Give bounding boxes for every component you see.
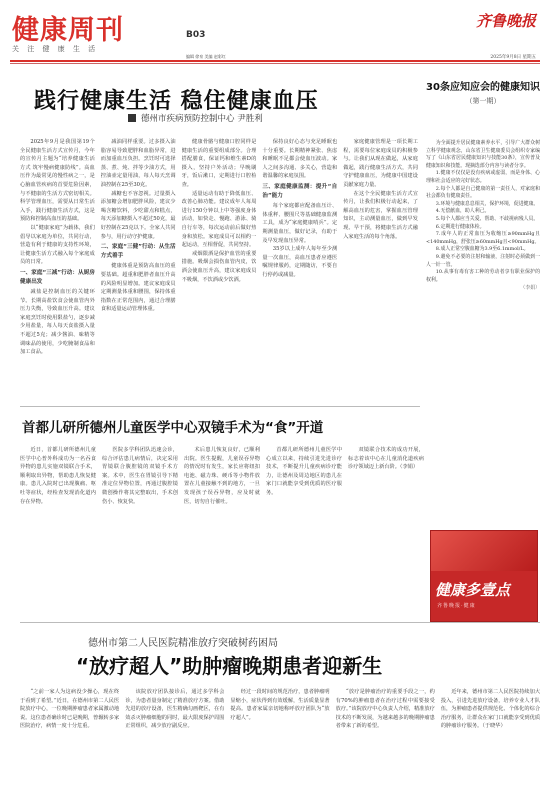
sidebar-subtitle: （第一期） — [465, 97, 501, 105]
lead-paragraph: 在这个全民健康生活方式宣传月，让我们积极行动起来，了解高血压的危害，掌握血压管理知识，主动测量血压，做到早发现、早干预，将健康生活方式融入家庭生活的每个角落。 — [343, 190, 418, 240]
masthead-rule-thin — [10, 63, 540, 64]
sidebar-credit: （李娟） — [520, 285, 540, 292]
lead-paragraph: 健康骨骼与健康口腔同样是健康生活的重要组成部分。合理搭配膳食，保证钙和维生素D的摄入，坚持户外活动；早晚刷牙，饭后漱口，定期进行口腔检查。 — [181, 139, 257, 188]
article3-headline: “放疗超人”助肿瘤晚期患者迎新生 — [76, 654, 383, 678]
article3-paragraph: “放疗是肿瘤治疗的重要手段之一，约有70%的肿瘤患者在治疗过程中需要接受放疗。”该院放疗中心负责人介绍，精准放疗技术的不断发展，为越来越多的晚期肿瘤患者带来了新的希望。 — [335, 689, 435, 730]
sidebar-paragraph: 1.健康不仅仅是没有疾病或虚弱，而是身体、心理和社会适应的完好状态。 — [426, 170, 540, 184]
section-divider — [20, 406, 420, 407]
article3-paragraph: 经过一段时间的规范治疗，患者肿瘤明显缩小，症状得到有效缓解，生活质量显著提高。患者家属亲切地称呼放疗团队为“放疗超人”。 — [230, 689, 330, 721]
sidebar-paragraph: 6.定期进行健康体检。 — [435, 223, 485, 230]
article3-column — [336, 688, 435, 803]
ad-subtitle: 齐鲁晚报·健康 — [437, 603, 476, 609]
ad-graphic — [431, 531, 538, 571]
article3-paragraph: 该院放疗团队接诊后，通过多学科会诊，为患者量身制定了精准放疗方案。借助先进的放疗设备，医生精确勾画靶区，在有效杀灭肿瘤细胞的同时，最大限度保护周围正常组织，减少放疗副反应。 — [125, 689, 225, 730]
ad-slogan: 健康多壹点 — [435, 581, 511, 599]
sidebar-body — [426, 140, 540, 284]
lead-paragraph: 以“健康家庭”为载体，我们倡导以家庭为单位，共同行动，营造有利于健康的支持性环境，让健康生活方式融入每个家庭成员的日常。 — [20, 224, 95, 266]
lead-paragraph: 2025年9月是我国第19个全民健康生活方式宣传月，今年的宣传月主题为“培养健康生活方式 筑牢慢病健康防线”。高血压作为最常见的慢性病之一，是心脑血管疾病的首要危险因素，与不健康的生活方式密切相关。科学管理血压，需要从日常生活入手，践行健康生活方式，这是预防和控制高血压的基础。 — [20, 139, 95, 223]
section-slogan: 关 注 健 康 生 活 — [12, 45, 99, 53]
article3-body — [20, 688, 540, 803]
sidebar-title: 30条应知应会的健康知识 — [426, 82, 540, 93]
lead-column-3 — [182, 138, 257, 400]
article2-column — [20, 446, 96, 606]
article3-column — [441, 688, 540, 803]
article2-column — [266, 446, 342, 606]
article3-column — [230, 688, 329, 803]
lead-headline: 践行健康生活 稳住健康血压 — [34, 89, 319, 114]
lead-column-4 — [262, 138, 337, 400]
lead-paragraph: 适量运动有助于降低血压、改善心肺功能。建议成年人每周进行150分钟以上中等强度身体活动，如快走、慢跑、游泳、骑自行车等，每次运动前后做好热身和放松。家庭成员可以相约一起运动，互相督促，共同坚持。 — [181, 190, 257, 249]
lead-paragraph: 减油同样重要。过多摄入油脂容易导致肥胖和血脂异常，进而加重血压负担。烹饪时可选择蒸、煮、炖、拌等少油方式，用控油壶定量用油，每人每天烹调油控制在25至30克。 — [100, 139, 176, 188]
sidebar-paragraph: 为全面提升居民健康素养水平，引导广大群众树立科学健康观念，山东省卫生健康委员会组织专家编写了《山东省居民健康知识与技能30条》，宣传普及健康知识和技能。现摘选部分内容与读者分享。 — [426, 140, 540, 169]
sidebar-paragraph: 4.无偿献血，助人利己。 — [435, 208, 490, 215]
lead-paragraph: 保持良好心态与充足睡眠也十分重要。长期精神紧张、焦虑和睡眠不足都会使血压波动。家人之间多沟通、多关心，营造和谐温馨的家庭氛围。 — [262, 139, 338, 180]
article2-headline: 首都儿研所德州儿童医学中心双镜手术为“食”开道 — [22, 420, 324, 436]
sidebar-paragraph: 5.每个人都应当关爱、帮助、不歧视病残人员。 — [435, 215, 539, 222]
article2-column — [184, 446, 260, 606]
article2-column — [102, 446, 178, 606]
sidebar-paragraph: 8.成人正常空腹血糖为3.9至6.1mmol/L。 — [435, 246, 529, 253]
article2-paragraph: 术后患儿恢复良好，已顺利出院。医生提醒，儿童误吞异物的情况时有发生，家长应将纽扣电池、磁力珠、硬币等小物件放置在儿童接触不到的地方，一旦发现孩子误吞异物，应及时就医，切勿自行催吐。 — [184, 447, 260, 505]
article3-paragraph: “之前一家人为这病没少操心，现在终于看到了希望。”近日，在德州市第二人民医院放疗中心，一位晚期肿瘤患者家属激动地说。这位患者确诊时已是晚期，曾辗转多家医院治疗，病情一度十分危重。 — [20, 689, 120, 730]
section-title: 健康周刊 — [12, 15, 124, 46]
masthead-rule — [10, 60, 540, 62]
lead-column-2 — [101, 138, 176, 400]
lead-body — [20, 138, 418, 400]
lead-paragraph: 戒烟限酒是保护血管的重要措施。吸烟会损伤血管内皮，饮酒会使血压升高，建议家庭成员不吸烟，不饮酒或少饮酒。 — [181, 250, 257, 283]
sidebar-paragraph: 10.从事有毒有害工种的劳动者享有职业保护的权利。 — [426, 269, 540, 283]
dateline: 2025年9月8日 星期五 — [490, 55, 536, 60]
knowledge-sidebar — [426, 78, 540, 406]
lead-column-1 — [20, 138, 95, 400]
article2-body — [20, 446, 424, 606]
page-number: B03 — [186, 30, 206, 40]
lead-paragraph: 每个家庭都应配备血压计、体重秤、腰围尺等基础健康监测工具，成为“家庭健康哨兵”。定期测量血压，做好记录，有助于及早发现血压异常。 — [262, 203, 338, 244]
article3-kicker: 德州市第二人民医院精准放疗突破树药困局 — [88, 638, 278, 649]
article2-column — [348, 446, 424, 606]
byline-square-icon — [128, 114, 136, 122]
lead-subhead: 一、家庭“三减”行动：从厨房健康出发 — [20, 269, 95, 285]
lead-subhead: 三、家庭健康监测：提升“自治”能力 — [262, 183, 338, 199]
lead-paragraph: 家庭健康管理是一项长期工程，需要每位家庭成员的积极参与。让我们从现在做起，从家庭做起，践行健康生活方式，共同守护健康血压，为健康中国建设贡献家庭力量。 — [343, 139, 418, 188]
lead-paragraph: 健康体重是预防高血压的重要基础。超重和肥胖者血压升高的风险明显增加。建议家庭成员定期测量体重和腰围，保持体重指数在正常范围内，通过合理膳食和适量运动管理体重。 — [100, 263, 176, 313]
sidebar-paragraph: 3.环境与健康息息相关，保护环境，促进健康。 — [435, 200, 539, 207]
article2-paragraph: 首都儿研所德州儿童医学中心成立以来，持续引进先进诊疗技术，不断提升儿童疾病诊疗能力，让德州及周边地区的患儿在家门口就能享受到优质的医疗服务。 — [266, 447, 342, 496]
sidebar-paragraph: 7.成年人的正常血压为收缩压≥90mmHg且<140mmHg，舒张压≥60mmHg且<90mmHg。 — [426, 231, 540, 245]
editors-credit: 编辑 徐泉 美编 赵彩红 — [186, 54, 226, 59]
article2-paragraph: 近日，首都儿研所德州儿童医学中心普外科成功为一名吞食异物的患儿实施双镜联合手术，顺利取出异物，帮助患儿恢复健康。患儿入院时已出现腹痛、呕吐等症状，经检查发现消化道内存在异物。 — [20, 447, 96, 505]
lead-subhead: 二、家庭“三健”行动：从生活方式着手 — [100, 244, 176, 259]
masthead — [10, 6, 540, 62]
ad-banner[interactable] — [430, 530, 538, 622]
lead-paragraph: 减糖也不容忽视。过量摄入添加糖会增加肥胖风险，建议少喝含糖饮料，少吃甜点和糕点，每天添加糖摄入不超过50克，最好控制在25克以下。全家人共同参与，用行动守护健康。 — [100, 190, 176, 240]
newspaper-logo: 齐鲁晚报 — [475, 12, 536, 30]
article3-column — [20, 688, 119, 803]
article2-paragraph: 双镜联合技术的成功开展，标志着该中心在儿童消化道疾病诊疗领域迈上新台阶。（李娟） — [348, 447, 424, 471]
article2-paragraph: 医院多学科团队迅速会诊，综合评估患儿病情后，决定采用胃镜联合腹腔镜的双镜手术方案。术中，医生在胃镜引导下精准定位异物位置，再通过腹腔镜微创操作将其完整取出，手术创伤小、恢复快。 — [102, 447, 178, 505]
lead-byline — [128, 112, 263, 124]
lead-column-5 — [343, 138, 418, 400]
lead-paragraph: 35岁以上成年人每年至少测量一次血压，高血压患者应遵医嘱规律服药，定期随访，不要自行停药或减量。 — [262, 246, 338, 278]
sidebar-paragraph: 2.每个人都是自己健康的第一责任人，对家庭和社会都负有健康责任。 — [426, 185, 540, 200]
article3-paragraph: 近年来，德州市第二人民医院持续加大投入，引进先进放疗设备，培养专业人才队伍，为肿瘤患者提供规范化、个体化的综合治疗服务，让群众在家门口就能享受到优质的肿瘤诊疗服务。（于晓华） — [440, 689, 541, 730]
lead-byline-text: 德州市疾病预防控制中心 尹胜利 — [141, 114, 263, 124]
section-divider — [20, 622, 540, 623]
sidebar-paragraph: 9.避免不必要的注射和输液，注射时必须做到一人一针一管。 — [426, 253, 540, 268]
article3-column — [125, 688, 224, 803]
lead-paragraph: 减盐是控制血压的关键环节。长期高盐饮食会使血管内外压力失衡，导致血压升高。建议家庭烹饪时使用限盐勺，逐步减少用盐量，每人每天食盐摄入量不超过5克；减少酱油、味精等调味品的使用，少吃腌制食品和加工食品。 — [20, 289, 95, 356]
